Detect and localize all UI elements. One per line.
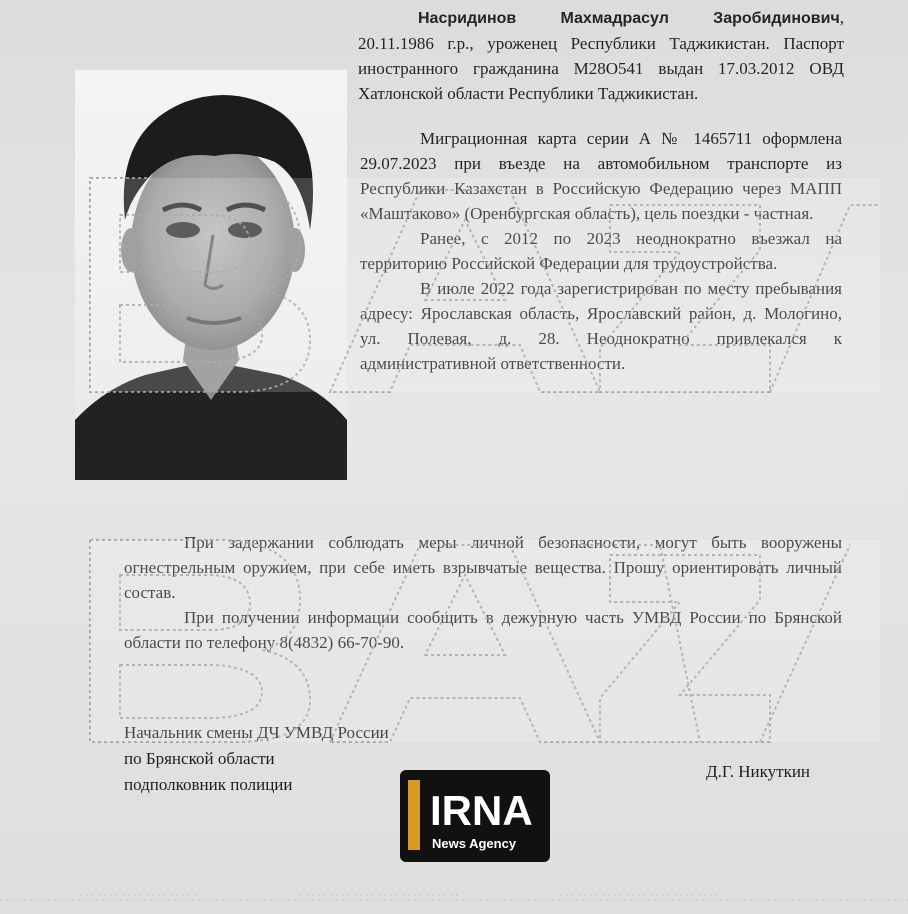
logo-subtitle: News Agency	[432, 836, 517, 851]
irna-logo	[400, 770, 550, 862]
previous-entries-paragraph: Ранее, с 2012 по 2023 неоднократно въезжал на территорию Российской Федерации для трудоустройства.	[360, 229, 842, 273]
logo-name: IRNA	[430, 787, 533, 834]
signatory-region: по Брянской области	[124, 749, 275, 768]
warning-section	[124, 530, 842, 655]
portrait-image	[75, 70, 347, 480]
contact-paragraph: При получении информации сообщить в дежурную часть УМВД России по Брянской области по телефону 8(4832) 66-70-90.	[124, 608, 842, 652]
signatory-position: Начальник смены ДЧ УМВД России	[124, 723, 389, 742]
identity-paragraph	[358, 5, 844, 106]
identity-details: , 20.11.1986 г.р., уроженец Республики Таджикистан. Паспорт иностранного гражданина M28O541 выдан 17.03.2012 ОВД Хатлонской области Республики Таджикистан.	[358, 8, 844, 103]
logo-accent-bar	[408, 780, 420, 850]
suspect-name: Насридинов Махмадрасул Заробидинович	[418, 10, 840, 27]
identity-line	[358, 5, 844, 106]
background-section	[360, 126, 842, 376]
registration-paragraph: В июле 2022 года зарегистрирован по месту пребывания адресу: Ярославская область, Ярославский район, д. Мологино, ул. Полевая, д. 28. Неоднократно привлекался к административной ответственности.	[360, 279, 842, 373]
signatory-name: Д.Г. Никуткин	[706, 762, 811, 781]
suspect-photo	[75, 70, 347, 480]
caution-paragraph: При задержании соблюдать меры личной безопасности, могут быть вооружены огнестрельным оружием, при себе иметь взрывчатые вещества. Прошу ориентировать личный состав.	[124, 533, 842, 602]
migration-paragraph: Миграционная карта серии А № 1465711 оформлена 29.07.2023 при въезде на автомобильном транспорте из Республики Казахстан в Российскую Федерацию через МАПП «Маштаково» (Оренбургская область), цель поездки - частная.	[360, 129, 842, 223]
signatory-rank: подполковник полиции	[124, 775, 293, 794]
